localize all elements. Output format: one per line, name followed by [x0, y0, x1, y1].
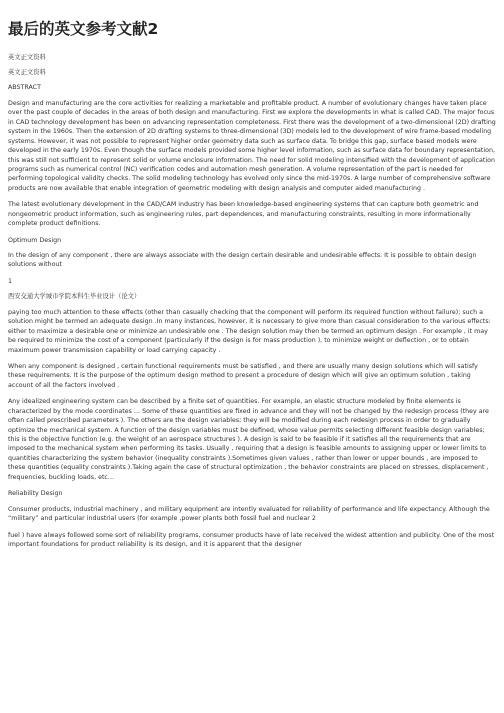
- running-header: 西安交通大学城市学院本科生毕业设计（论文）: [8, 293, 141, 301]
- body-paragraph: Any idealized engineering system can be described by a finite set of quantities. For example, an elastic structure modeled by finite elements is characterized by the mode coordinates … Some of these quantities are fixed in advance and they will not be changed by the redesign process (they are often called prescribed parameters ). The others are the design variables; they will be modified during each redesign process in order to gradually optimize the mechanical system. A function of the design variables must be defined, whose value permits selecting different feasible design variables; this is the objective function (e.g. the weight of an aerospace structures ). A design is said to be feasible if it satisfies all the requirements that are imposed to the mechanical system when performing its tasks. Usually , requiring that a design is feasible amounts to assigning upper or lower limits to quantities characterizing the system behavior (inequality constraints ).Sometimes given values , rather than lower or upper bounds , are imposed to these quantities (equality constraints ).Taking again the case of structural optimization , the behavior constraints are placed on stresses, displacement , frequencies, buckling loads, etc…: [8, 398, 489, 481]
- body-paragraph: fuel ) have always followed some sort of reliability programs, consumer products have of late received the widest attention and publicity. One of the most important foundations for product reliability is its design, and it is apparent that the designer: [8, 531, 495, 548]
- page-number: 1: [8, 277, 13, 285]
- body-paragraph: When any component is designed , certain functional requirements must be satisfied , and there are usually many design solutions which will satisfy these requirements. It is the purpose of the optimum design method to present a procedure of design which will give an optimum solution , taking account of all the factors involved .: [8, 362, 478, 389]
- body-paragraph: The latest evolutionary development in the CAD/CAM industry has been knowledge-based engineering systems that can capture both geometric and nongeometric product information, such as engineering rules, part dependences, and manufacturing constraints, resulting in more informationally complete product definitions.: [8, 201, 479, 228]
- section-heading: Reliability Design: [8, 490, 63, 498]
- section-label: 英文正文资料: [8, 69, 46, 77]
- abstract-heading: ABSTRACT: [8, 84, 41, 92]
- body-paragraph: In the design of any component , there are always associate with the design certain desirable and undesirable effects. It is possible to obtain design solutions without: [8, 252, 477, 269]
- document-title: 最后的英文参考文献2: [8, 20, 159, 38]
- section-label: 英文正文资料: [8, 53, 46, 61]
- body-paragraph: Design and manufacturing are the core activities for realizing a marketable and profitable product. A number of evolutionary changes have taken place over the past couple of decades in the areas of both design and manufacturing. First we explore the developments in what is called CAD. The major focus in CAD technology development has been on advancing representation completeness. First there was the development of a two-dimensional (2D) drafting system in the 1960s. Then the extension of 2D drafting systems to three-dimensional (3D) models led to the development of wire frame-based modeling systems. However, it was not possible to represent higher order geometry data such as surface data. To bridge this gap, surface based models were developed in the early 1970s. Even though the surface models provided some higher level information, such as surface data for boundary representation, this was still not sufficient to represent solid or volume enclosure information. The need for solid modeling intensified with the development of application programs such as numerical control (NC) verification codes and automation mesh generation. A volume representation of the part is needed for performing topological validity checks. The solid modeling technology has evolved only since the mid-1970s. A large number of comprehensive software products are now available that enable integration of geometric modeling with design analysis and computer aided manufacturing .: [8, 99, 496, 192]
- body-paragraph: Consumer products, industrial machinery , and military equipment are intently evaluated for reliability of performance and life expectancy. Although the “military” and particular industrial users (for example ,power plants both fossil fuel and nuclear 2: [8, 505, 490, 523]
- body-paragraph: paying too much attention to these effects (other than casually checking that the component will perform its required function without failure); such a solution might be termed an adequate design .In many instances, however, it is necessary to give more than casual consideration to the various effects: either to maximize a desirable one or minimize an undesirable one . The design solution may then be termed an optimum design . For example , it may be required to minimize the cost of a component (particularly if the design is for mass production ), to minimize weight or deflection , or to obtain maximum power transmission capability or load carrying capacity .: [8, 308, 491, 354]
- section-heading: Optimum Design: [8, 236, 62, 244]
